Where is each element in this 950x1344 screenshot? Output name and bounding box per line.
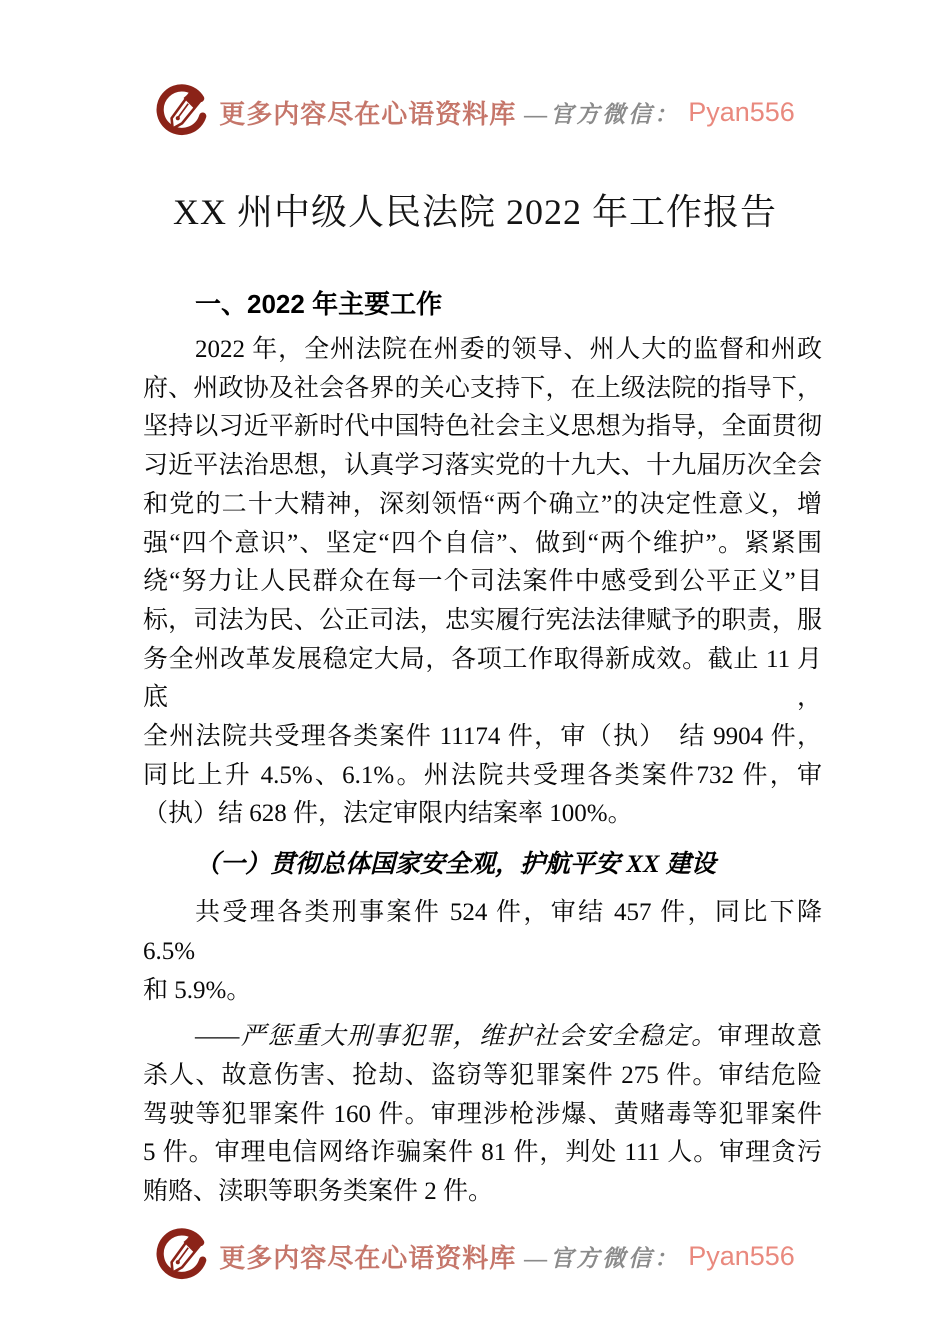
text-line: 和 5.9%。 (143, 976, 252, 1004)
text-line: 贿赂、渎职等职务类案件 2 件。 (143, 1178, 494, 1206)
footer-watermark (0, 1228, 950, 1284)
watermark-brand-text: 更多内容尽在心语资料库 (219, 1243, 517, 1273)
document-body (143, 283, 822, 1212)
text-line: 5 件。审理电信网络诈骗案件 81 件，判处 111 人。审理贪污 (143, 1139, 822, 1167)
text-run: 审理故意 (717, 1023, 822, 1051)
text-line: 共受理各类刑事案件 524 件，审结 457 件，同比下降 6.5% (143, 899, 822, 965)
sub-heading: （一）贯彻总体国家安全观，护航平安 XX 建设 (195, 851, 716, 879)
text-line: 强“四个意识”、坚定“四个自信”、做到“两个维护”。紧紧围 (143, 529, 822, 557)
section-heading: 一、2022 年主要工作 (195, 289, 443, 319)
text-line: 坚持以习近平新时代中国特色社会主义思想为指导，全面贯彻 (143, 413, 822, 441)
text-line: 驾驶等犯罪案件 160 件。审理涉枪涉爆、黄赌毒等犯罪案件 (143, 1100, 822, 1128)
text-line: 2022 年，全州法院在州委的领导、州人大的监督和州政 (195, 336, 822, 363)
paragraph-criminal-cases (143, 894, 822, 1010)
text-line: 绕“努力让人民群众在每一个司法案件中感受到公平正义”目 (143, 568, 822, 596)
wechat-account: Pyan556 (688, 1240, 795, 1271)
text-line: 府、州政协及社会各界的关心支持下，在上级法院的指导下， (143, 374, 822, 402)
wechat-label: —官方微信： (524, 101, 681, 127)
header-watermark (0, 84, 950, 140)
paragraph-overview (143, 331, 822, 834)
lead-in-text: ——严惩重大刑事犯罪，维护社会安全稳定。 (195, 1023, 718, 1051)
text-line: 标，司法为民、公正司法，忠实履行宪法法律赋予的职责，服 (143, 606, 822, 634)
wechat-account: Pyan556 (688, 96, 795, 127)
paragraph-severe-crimes (143, 1018, 822, 1212)
text-line: 同比上升 4.5%、6.1%。州法院共受理各类案件732 件，审 (143, 761, 822, 789)
pen-circle-icon (155, 1228, 211, 1284)
text-line: 习近平法治思想，认真学习落实党的十九大、十九届历次全会 (143, 452, 822, 480)
watermark-brand-text: 更多内容尽在心语资料库 (219, 99, 517, 129)
wechat-label: —官方微信： (524, 1245, 681, 1271)
text-line: （执）结 628 件，法定审限内结案率 100%。 (143, 800, 633, 828)
text-line: 杀人、故意伤害、抢劫、盗窃等犯罪案件 275 件。审结危险 (143, 1061, 822, 1089)
document-title: XX 州中级人民法院 2022 年工作报告 (173, 192, 777, 232)
text-line: 和党的二十大精神，深刻领悟“两个确立”的决定性意义，增 (143, 490, 822, 518)
text-line: 全州法院共受理各类案件 11174 件，审（执） 结 9904 件， (143, 723, 822, 751)
pen-circle-icon (155, 84, 211, 140)
text-line: 务全州改革发展稳定大局，各项工作取得新成效。截止 11 月底， (143, 645, 822, 712)
text-line (143, 1018, 822, 1057)
